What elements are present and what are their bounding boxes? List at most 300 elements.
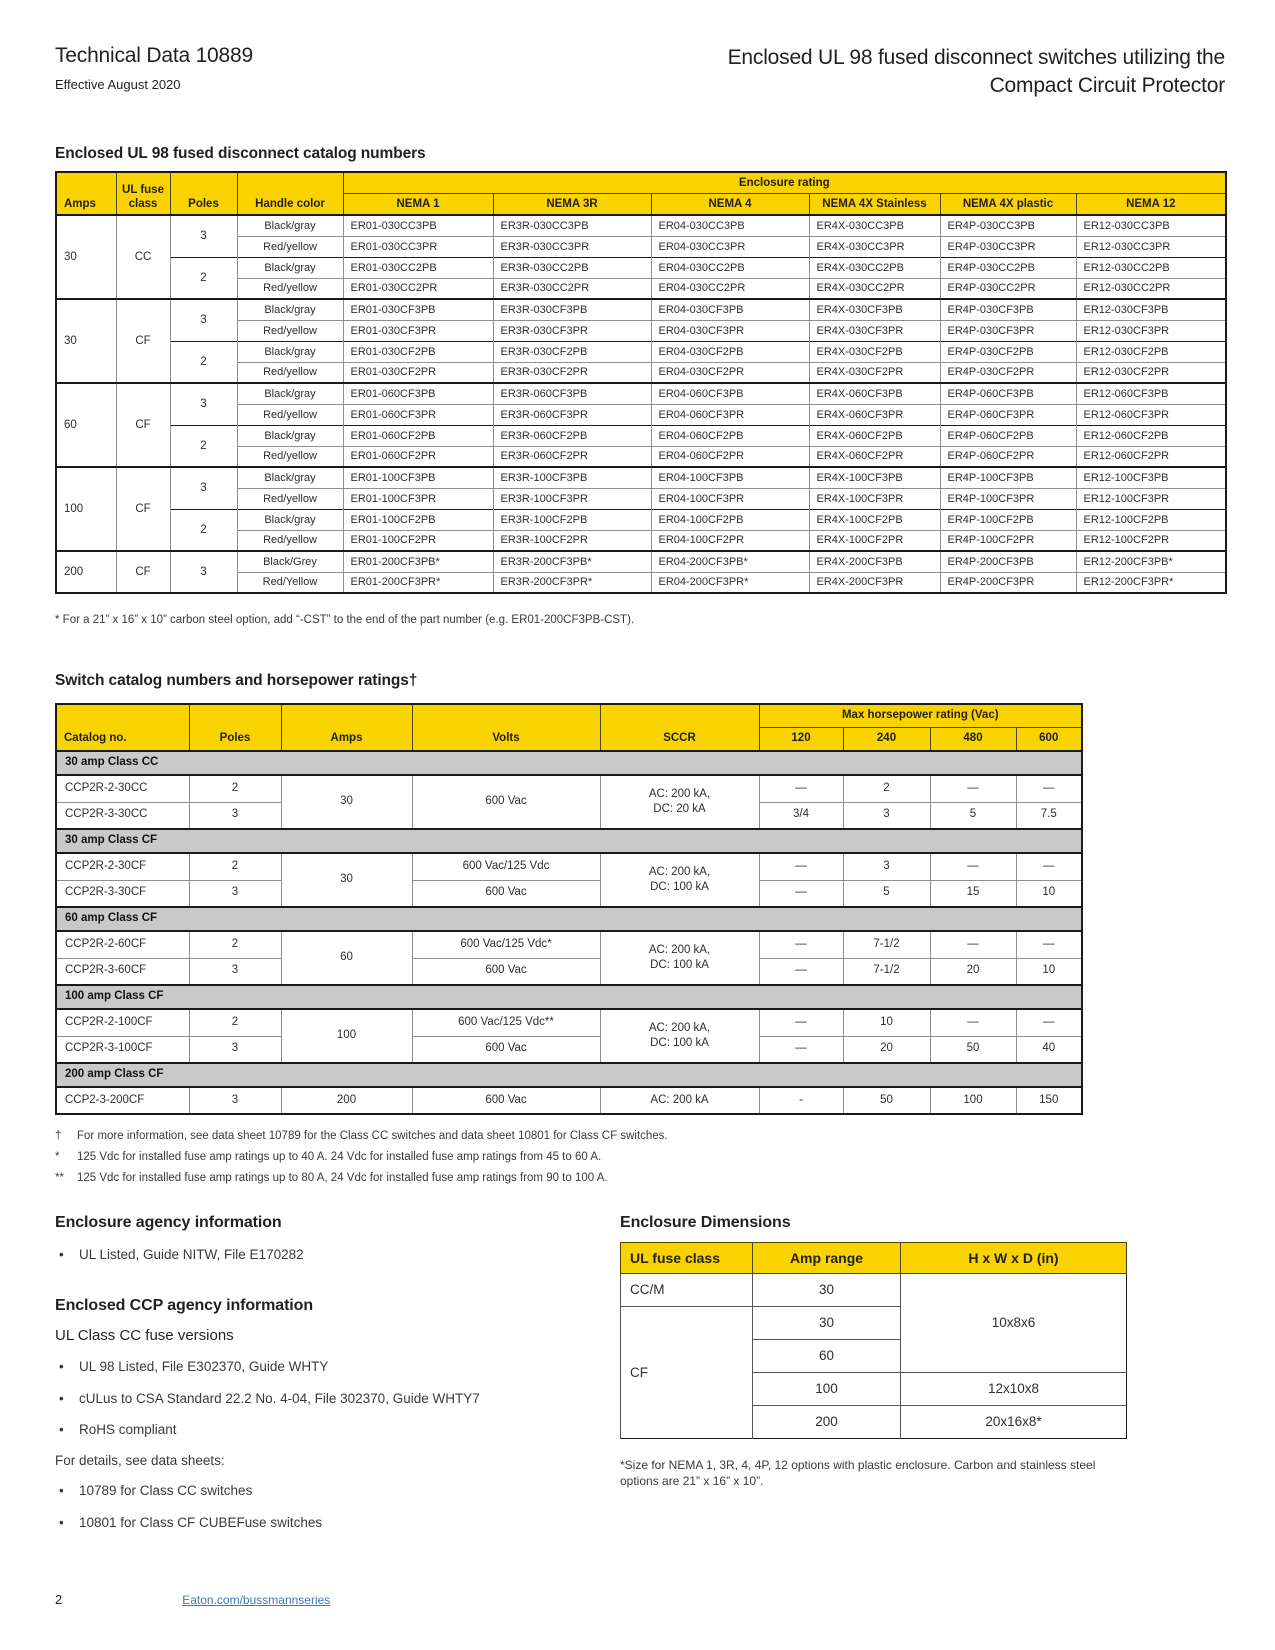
product-title (728, 44, 1225, 101)
catalog-no-cell: CCP2R-3-100CF (56, 1036, 189, 1063)
switch-row (56, 931, 1082, 958)
part-number-cell: ER12-030CC3PR (1076, 236, 1226, 257)
poles-cell: 2 (170, 509, 237, 551)
poles-cell: 2 (170, 425, 237, 467)
part-number-cell: ER01-030CC2PB (343, 257, 493, 278)
part-number-cell: ER3R-030CC3PB (493, 215, 651, 236)
handle-color-cell: Black/gray (237, 425, 343, 446)
catalog-no-cell: CCP2-3-200CF (56, 1087, 189, 1114)
bullet-item (55, 1421, 620, 1439)
part-number-cell: ER01-030CF2PB (343, 341, 493, 362)
part-number-cell: ER4P-030CF3PB (940, 299, 1076, 320)
details-label: For details, see data sheets: (55, 1453, 225, 1469)
part-number-cell: ER4P-060CF3PR (940, 404, 1076, 425)
sccr-line: DC: 20 kA (653, 803, 706, 816)
poles-cell: 3 (170, 299, 237, 341)
handle-color-cell: Red/yellow (237, 278, 343, 299)
sccr-line: AC: 200 kA (650, 1094, 709, 1107)
bullet-text: 10801 for Class CF CUBEFuse switches (79, 1514, 323, 1530)
hp-cell: 50 (930, 1036, 1016, 1063)
catalog-row (56, 257, 1226, 278)
handle-color-cell: Black/gray (237, 467, 343, 488)
part-number-cell: ER4P-060CF2PB (940, 425, 1076, 446)
hp-cell: — (1016, 853, 1082, 880)
hp-cell: — (759, 958, 843, 985)
catalog-table-footnote: * For a 21” x 16” x 10” carbon steel option, add “-CST” to the end of the part number (e.g. ER01-200CF3PB-CST). (55, 614, 635, 627)
part-number-cell: ER4P-200CF3PR (940, 572, 1076, 593)
part-number-cell: ER01-100CF3PR (343, 488, 493, 509)
handle-color-cell: Black/gray (237, 509, 343, 530)
amp-class-band: 30 amp Class CF (56, 829, 1082, 853)
poles-cell: 3 (170, 215, 237, 257)
footnote-text: For more information, see data sheet 10789 for the Class CC switches and data sheet 10801 for Class CF switches. (77, 1130, 668, 1143)
part-number-cell: ER04-060CF3PB (651, 383, 809, 404)
part-number-cell: ER4X-200CF3PR (809, 572, 940, 593)
effective-date: Effective August 2020 (55, 77, 181, 92)
switch-row (56, 880, 1082, 907)
part-number-cell: ER12-030CC2PB (1076, 257, 1226, 278)
col-header-480: 480 (930, 728, 1016, 751)
part-number-cell: ER01-060CF3PR (343, 404, 493, 425)
part-number-cell: ER3R-030CC2PR (493, 278, 651, 299)
part-number-cell: ER01-030CC3PB (343, 215, 493, 236)
fuse-class-cell: CC (116, 215, 170, 299)
part-number-cell: ER12-100CF2PB (1076, 509, 1226, 530)
part-number-cell: ER04-030CF2PR (651, 362, 809, 383)
bullet-icon: • (59, 1390, 64, 1406)
footnote-dagger (55, 1129, 1225, 1144)
hp-cell: 3 (843, 802, 930, 829)
sccr-cell (600, 853, 759, 907)
footnote-mark: ** (55, 1171, 64, 1184)
volts-cell: 600 Vac (412, 958, 600, 985)
footnote-text: 125 Vdc for installed fuse amp ratings up to 40 A. 24 Vdc for installed fuse amp ratings from 45 to 60 A. (77, 1150, 602, 1163)
catalog-no-cell: CCP2R-2-100CF (56, 1009, 189, 1036)
catalog-row (56, 551, 1226, 572)
poles-cell: 2 (170, 341, 237, 383)
amps-cell: 30 (281, 775, 412, 829)
poles-cell: 2 (189, 1009, 281, 1036)
poles-cell: 2 (189, 931, 281, 958)
dimensions-table-body (621, 1273, 1127, 1438)
part-number-cell: ER04-100CF3PR (651, 488, 809, 509)
part-number-cell: ER4X-030CC3PB (809, 215, 940, 236)
part-number-cell: ER12-030CF3PR (1076, 320, 1226, 341)
part-number-cell: ER04-030CC2PR (651, 278, 809, 299)
amps-cell: 100 (281, 1009, 412, 1063)
sccr-line: DC: 100 kA (650, 1037, 709, 1050)
part-number-cell: ER01-030CF3PR (343, 320, 493, 341)
catalog-row (56, 509, 1226, 530)
handle-color-cell: Red/Yellow (237, 572, 343, 593)
part-number-cell: ER12-030CF2PB (1076, 341, 1226, 362)
bullet-icon: • (59, 1483, 64, 1499)
dims-header-hwd: H x W x D (in) (901, 1242, 1127, 1273)
dimension-cell: 100 (753, 1372, 901, 1405)
part-number-cell: ER04-100CF2PR (651, 530, 809, 551)
part-number-cell: ER01-060CF2PB (343, 425, 493, 446)
part-number-cell: ER3R-100CF2PR (493, 530, 651, 551)
handle-color-cell: Red/yellow (237, 446, 343, 467)
catalog-no-cell: CCP2R-3-60CF (56, 958, 189, 985)
part-number-cell: ER4X-030CF2PB (809, 341, 940, 362)
part-number-cell: ER4P-030CF3PR (940, 320, 1076, 341)
part-number-cell: ER12-060CF2PB (1076, 425, 1226, 446)
volts-cell: 600 Vac/125 Vdc* (412, 931, 600, 958)
handle-color-cell: Red/yellow (237, 488, 343, 509)
sccr-cell (600, 1009, 759, 1063)
part-number-cell: ER01-100CF2PR (343, 530, 493, 551)
part-number-cell: ER12-030CF3PB (1076, 299, 1226, 320)
part-number-cell: ER4P-100CF3PR (940, 488, 1076, 509)
bullet-icon: • (59, 1246, 64, 1262)
handle-color-cell: Black/gray (237, 299, 343, 320)
bullet-item (55, 1514, 620, 1532)
part-number-cell: ER01-030CF3PB (343, 299, 493, 320)
bullet-text: UL 98 Listed, File E302370, Guide WHTY (79, 1359, 329, 1375)
dims-header-fuse-class: UL fuse class (621, 1242, 753, 1273)
part-number-cell: ER04-100CF3PB (651, 467, 809, 488)
dimensions-column (620, 1214, 1130, 1531)
col-header-volts: Volts (412, 704, 600, 751)
bullet-text: 10789 for Class CC switches (79, 1483, 253, 1499)
document-header (55, 44, 1225, 101)
hp-cell: 10 (1016, 958, 1082, 985)
col-header-catalog-no: Catalog no. (56, 704, 189, 751)
hp-cell: — (759, 775, 843, 802)
col-header-fuse-class: UL fuse class (116, 172, 170, 216)
hp-cell: 10 (843, 1009, 930, 1036)
hp-cell: 10 (1016, 880, 1082, 907)
poles-cell: 2 (189, 853, 281, 880)
sccr-line: AC: 200 kA, (648, 1022, 711, 1035)
part-number-cell: ER4X-100CF2PR (809, 530, 940, 551)
agency-info-column (55, 1214, 620, 1531)
volts-cell: 600 Vac (412, 1087, 600, 1114)
bullet-text: cULus to CSA Standard 22.2 No. 4-04, File 302370, Guide WHTY7 (79, 1390, 480, 1406)
volts-cell: 600 Vac/125 Vdc (412, 853, 600, 880)
part-number-cell: ER04-060CF3PR (651, 404, 809, 425)
poles-cell: 3 (189, 1036, 281, 1063)
poles-cell: 3 (189, 1087, 281, 1114)
hp-cell: 2 (843, 775, 930, 802)
fuse-class-cell: CF (116, 299, 170, 383)
amps-cell: 60 (56, 383, 116, 467)
enclosure-rating-header: Enclosure rating (343, 172, 1226, 194)
part-number-cell: ER4X-100CF2PB (809, 509, 940, 530)
hp-cell: — (930, 931, 1016, 958)
col-header-handle-color: Handle color (237, 172, 343, 216)
hp-cell: — (759, 880, 843, 907)
switch-row (56, 853, 1082, 880)
amps-cell: 30 (56, 215, 116, 299)
part-number-cell: ER4X-060CF2PR (809, 446, 940, 467)
catalog-no-cell: CCP2R-2-30CF (56, 853, 189, 880)
dimension-cell: 20x16x8* (901, 1405, 1127, 1438)
catalog-no-cell: CCP2R-3-30CC (56, 802, 189, 829)
page-number: 2 (55, 1592, 63, 1607)
bullet-icon: • (59, 1359, 64, 1375)
part-number-cell: ER4P-030CC2PR (940, 278, 1076, 299)
fuse-class-cell: CF (116, 551, 170, 593)
dimension-cell: 30 (753, 1306, 901, 1339)
part-number-cell: ER04-060CF2PB (651, 425, 809, 446)
document-title: Technical Data 10889 (55, 44, 253, 67)
volts-cell: 600 Vac (412, 1036, 600, 1063)
col-header-poles: Poles (170, 172, 237, 216)
part-number-cell: ER3R-200CF3PB* (493, 551, 651, 572)
handle-color-cell: Black/gray (237, 341, 343, 362)
handle-color-cell: Black/Grey (237, 551, 343, 572)
poles-cell: 3 (170, 467, 237, 509)
switch-table-title: Switch catalog numbers and horsepower ratings† (55, 672, 418, 690)
hp-cell: — (1016, 775, 1082, 802)
hp-cell: — (930, 775, 1016, 802)
hp-cell: - (759, 1087, 843, 1114)
col-header-120: 120 (759, 728, 843, 751)
amp-class-band-row (56, 751, 1082, 775)
amps-cell: 200 (56, 551, 116, 593)
handle-color-cell: Red/yellow (237, 362, 343, 383)
part-number-cell: ER3R-030CF3PB (493, 299, 651, 320)
poles-cell: 3 (170, 383, 237, 425)
amps-cell: 100 (56, 467, 116, 551)
dimensions-row (621, 1273, 1127, 1306)
part-number-cell: ER4P-100CF2PB (940, 509, 1076, 530)
col-header-amps2: Amps (281, 704, 412, 751)
amp-class-band-row (56, 1063, 1082, 1087)
part-number-cell: ER01-060CF3PB (343, 383, 493, 404)
hp-cell: — (930, 1009, 1016, 1036)
bottom-section (55, 1214, 1225, 1531)
part-number-cell: ER4X-060CF3PB (809, 383, 940, 404)
part-number-cell: ER4P-060CF2PR (940, 446, 1076, 467)
handle-color-cell: Red/yellow (237, 530, 343, 551)
bussmann-series-link[interactable]: Eaton.com/bussmannseries (182, 1593, 331, 1607)
catalog-table-title: Enclosed UL 98 fused disconnect catalog numbers (55, 144, 426, 162)
catalog-table-body (56, 215, 1226, 593)
catalog-no-cell: CCP2R-2-30CC (56, 775, 189, 802)
part-number-cell: ER4P-030CC3PR (940, 236, 1076, 257)
col-header-nema1: NEMA 1 (343, 194, 493, 216)
amp-class-band: 60 amp Class CF (56, 907, 1082, 931)
poles-cell: 3 (170, 551, 237, 593)
col-header-amps: Amps (56, 172, 116, 216)
handle-color-cell: Black/gray (237, 383, 343, 404)
hp-cell: 3 (843, 853, 930, 880)
switch-table-footnotes (55, 1129, 1225, 1186)
volts-cell: 600 Vac (412, 775, 600, 829)
part-number-cell: ER3R-060CF3PB (493, 383, 651, 404)
dimension-cell: 10x8x6 (901, 1273, 1127, 1372)
part-number-cell: ER4X-030CF3PR (809, 320, 940, 341)
product-title-line2: Compact Circuit Protector (989, 74, 1225, 98)
hp-cell: 7-1/2 (843, 931, 930, 958)
part-number-cell: ER4P-100CF2PR (940, 530, 1076, 551)
switch-row (56, 775, 1082, 802)
part-number-cell: ER04-030CF2PB (651, 341, 809, 362)
part-number-cell: ER4X-030CC3PR (809, 236, 940, 257)
part-number-cell: ER12-060CF2PR (1076, 446, 1226, 467)
part-number-cell: ER3R-030CF3PR (493, 320, 651, 341)
amps-cell: 30 (281, 853, 412, 907)
col-header-nema3r: NEMA 3R (493, 194, 651, 216)
product-title-line1: Enclosed UL 98 fused disconnect switches utilizing the (727, 46, 1225, 69)
col-header-nema12: NEMA 12 (1076, 194, 1226, 216)
fuse-class-cell: CF (116, 467, 170, 551)
handle-color-cell: Red/yellow (237, 320, 343, 341)
hp-cell: 100 (930, 1087, 1016, 1114)
part-number-cell: ER12-030CC3PB (1076, 215, 1226, 236)
hp-cell: — (759, 1009, 843, 1036)
part-number-cell: ER4P-030CF2PB (940, 341, 1076, 362)
poles-cell: 3 (189, 802, 281, 829)
sccr-cell (600, 931, 759, 985)
hp-cell: — (759, 931, 843, 958)
part-number-cell: ER4X-030CF3PB (809, 299, 940, 320)
part-number-cell: ER12-030CC2PR (1076, 278, 1226, 299)
part-number-cell: ER4P-030CC3PB (940, 215, 1076, 236)
hp-cell: 20 (843, 1036, 930, 1063)
part-number-cell: ER4P-030CC2PB (940, 257, 1076, 278)
amps-cell: 30 (56, 299, 116, 383)
amps-cell: 60 (281, 931, 412, 985)
catalog-no-cell: CCP2R-3-30CF (56, 880, 189, 907)
part-number-cell: ER12-060CF3PB (1076, 383, 1226, 404)
part-number-cell: ER04-030CC3PR (651, 236, 809, 257)
dimension-cell: CC/M (621, 1273, 753, 1306)
part-number-cell: ER3R-030CC3PR (493, 236, 651, 257)
volts-cell: 600 Vac/125 Vdc** (412, 1009, 600, 1036)
sccr-line: AC: 200 kA, (648, 866, 711, 879)
bullet-item (55, 1246, 620, 1264)
hp-cell: — (1016, 1009, 1082, 1036)
sccr-line: DC: 100 kA (650, 881, 709, 894)
col-header-sccr: SCCR (600, 704, 759, 751)
col-header-poles2: Poles (189, 704, 281, 751)
sccr-cell (600, 1087, 759, 1114)
catalog-no-cell: CCP2R-2-60CF (56, 931, 189, 958)
part-number-cell: ER04-030CF3PB (651, 299, 809, 320)
header-left (55, 44, 253, 92)
switch-row (56, 958, 1082, 985)
catalog-row (56, 425, 1226, 446)
ccp-agency-subtitle: UL Class CC fuse versions (55, 1327, 234, 1345)
part-number-cell: ER3R-200CF3PR* (493, 572, 651, 593)
sccr-line: AC: 200 kA, (648, 944, 711, 957)
hp-cell: 40 (1016, 1036, 1082, 1063)
part-number-cell: ER04-030CC3PB (651, 215, 809, 236)
part-number-cell: ER3R-030CC2PB (493, 257, 651, 278)
bullet-icon: • (59, 1514, 64, 1530)
catalog-row (56, 299, 1226, 320)
dimensions-footnote: *Size for NEMA 1, 3R, 4, 4P, 12 options with plastic enclosure. Carbon and stainless steel options are 21” x 16” x 10”. (620, 1457, 1096, 1489)
catalog-row (56, 341, 1226, 362)
volts-cell: 600 Vac (412, 880, 600, 907)
sccr-line: DC: 100 kA (650, 959, 709, 972)
hp-cell: 15 (930, 880, 1016, 907)
hp-cell: — (1016, 931, 1082, 958)
page-footer (55, 1592, 330, 1607)
ccp-agency-title: Enclosed CCP agency information (55, 1297, 313, 1315)
hp-cell: 5 (843, 880, 930, 907)
amp-class-band: 200 amp Class CF (56, 1063, 1082, 1087)
catalog-row (56, 467, 1226, 488)
part-number-cell: ER4X-030CC2PR (809, 278, 940, 299)
amps-cell: 200 (281, 1087, 412, 1114)
hp-cell: 3/4 (759, 802, 843, 829)
bullet-item (55, 1390, 620, 1408)
part-number-cell: ER4X-030CF2PR (809, 362, 940, 383)
handle-color-cell: Black/gray (237, 257, 343, 278)
catalog-row (56, 215, 1226, 236)
part-number-cell: ER04-030CC2PB (651, 257, 809, 278)
amp-class-band: 100 amp Class CF (56, 985, 1082, 1009)
catalog-table (55, 171, 1227, 595)
part-number-cell: ER04-030CF3PR (651, 320, 809, 341)
dimension-cell: 60 (753, 1339, 901, 1372)
fuse-class-cell: CF (116, 383, 170, 467)
dimensions-title: Enclosure Dimensions (620, 1213, 791, 1231)
part-number-cell: ER12-030CF2PR (1076, 362, 1226, 383)
part-number-cell: ER12-100CF3PB (1076, 467, 1226, 488)
part-number-cell: ER12-100CF2PR (1076, 530, 1226, 551)
part-number-cell: ER3R-060CF2PB (493, 425, 651, 446)
catalog-row (56, 383, 1226, 404)
footnote-mark: † (55, 1130, 62, 1143)
amp-class-band: 30 amp Class CC (56, 751, 1082, 775)
switch-row (56, 1087, 1082, 1114)
part-number-cell: ER4P-200CF3PB (940, 551, 1076, 572)
switch-row (56, 1036, 1082, 1063)
part-number-cell: ER01-200CF3PR* (343, 572, 493, 593)
part-number-cell: ER01-030CC3PR (343, 236, 493, 257)
part-number-cell: ER12-060CF3PR (1076, 404, 1226, 425)
part-number-cell: ER04-060CF2PR (651, 446, 809, 467)
part-number-cell: ER3R-030CF2PR (493, 362, 651, 383)
part-number-cell: ER3R-100CF2PB (493, 509, 651, 530)
part-number-cell: ER04-100CF2PB (651, 509, 809, 530)
hp-cell: — (759, 1036, 843, 1063)
part-number-cell: ER4X-060CF2PB (809, 425, 940, 446)
hp-cell: 7-1/2 (843, 958, 930, 985)
col-header-600: 600 (1016, 728, 1082, 751)
handle-color-cell: Black/gray (237, 215, 343, 236)
part-number-cell: ER4X-200CF3PB (809, 551, 940, 572)
enclosure-agency-title: Enclosure agency information (55, 1213, 282, 1231)
dimension-cell: 12x10x8 (901, 1372, 1127, 1405)
footnote-star (55, 1150, 1225, 1165)
amp-class-band-row (56, 829, 1082, 853)
col-header-nema4x-stainless: NEMA 4X Stainless (809, 194, 940, 216)
part-number-cell: ER4X-100CF3PB (809, 467, 940, 488)
part-number-cell: ER4X-100CF3PR (809, 488, 940, 509)
hp-cell: 50 (843, 1087, 930, 1114)
part-number-cell: ER4X-030CC2PB (809, 257, 940, 278)
part-number-cell: ER3R-100CF3PB (493, 467, 651, 488)
switch-table-body (56, 751, 1082, 1114)
hp-cell: 5 (930, 802, 1016, 829)
dimension-cell: 30 (753, 1273, 901, 1306)
part-number-cell: ER4P-100CF3PB (940, 467, 1076, 488)
part-number-cell: ER3R-060CF2PR (493, 446, 651, 467)
part-number-cell: ER01-030CF2PR (343, 362, 493, 383)
hp-cell: 7.5 (1016, 802, 1082, 829)
part-number-cell: ER12-200CF3PR* (1076, 572, 1226, 593)
bullet-icon: • (59, 1422, 64, 1438)
hp-cell: 20 (930, 958, 1016, 985)
poles-cell: 3 (189, 958, 281, 985)
